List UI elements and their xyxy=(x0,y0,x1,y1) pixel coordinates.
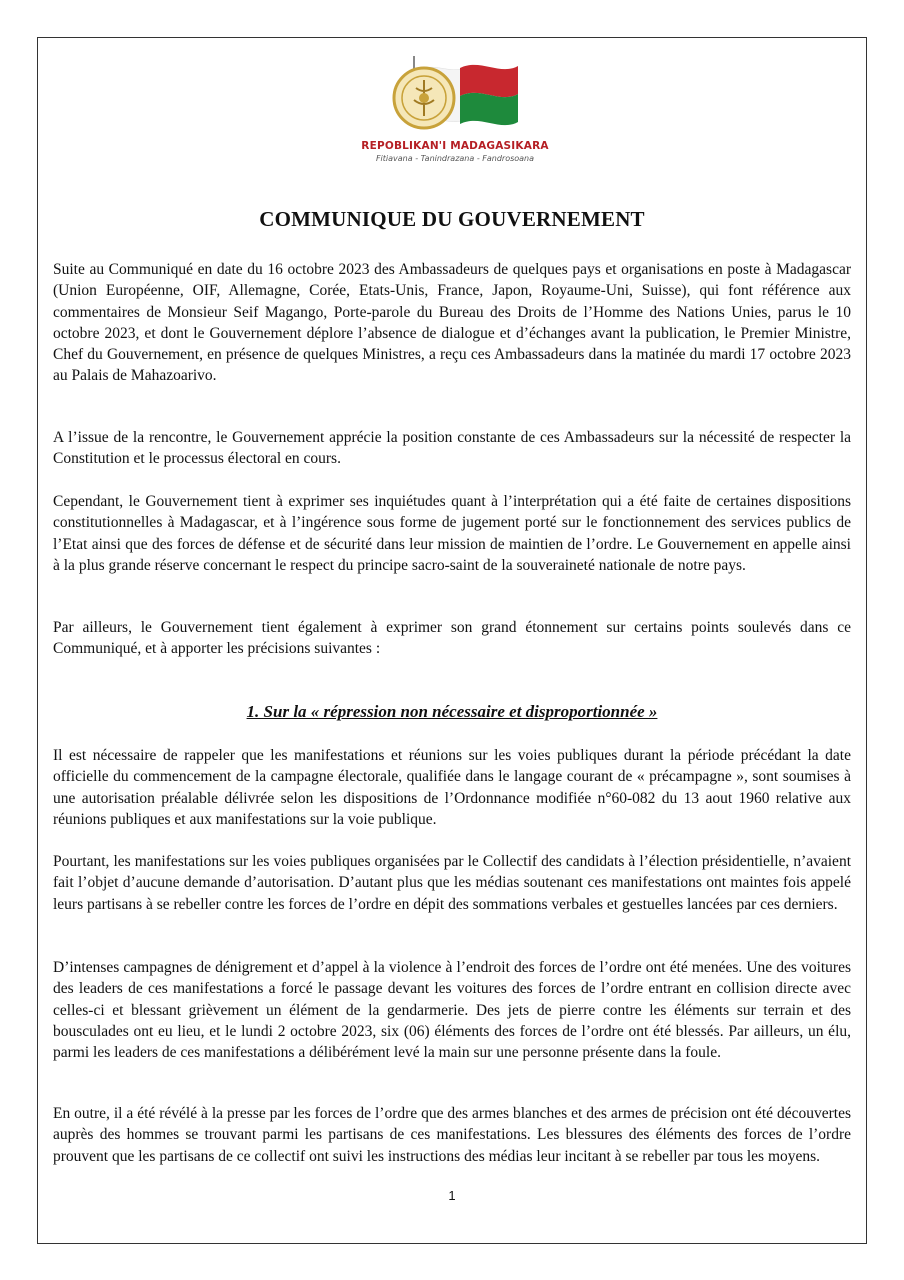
government-logo xyxy=(340,48,570,168)
section-paragraph-3: D’intenses campagnes de dénigrement et d’appel à la violence à l’endroit des forces de l’ordre ont été menées. Une des voitures des leaders de ces manifestations a forcé le passage devant les voitures des forces de l’ordre entrant en collision directe avec celles-ci et blessant grièvement un élément de la gendarmerie. Des jets de pierre contre les éléments sur terrain et des bousculades ont eu lieu, et le lundi 2 octobre 2023, six (06) éléments des forces de l’ordre ont été blessés. Par ailleurs, un élu, parmi les leaders de ces manifestations a délibérément levé la main sur une personne présente dans la foule. xyxy=(53,959,851,1062)
section-paragraph-1: Il est nécessaire de rappeler que les manifestations et réunions sur les voies publiques durant la période précédant la date officielle du commencement de la campagne électorale, qualifiée dans le langage courant de « précampagne », sont soumises à une autorisation préalable délivrée selon les dispositions de l’Ordonnance modifiée n°60-082 du 13 aout 1960 relative aux réunions publiques et aux manifestations sur la voie publique. xyxy=(53,747,851,828)
brand-text: REPOBLIKAN'I MADAGASIKARA xyxy=(361,140,549,152)
paragraph-par-ailleurs: Par ailleurs, le Gouvernement tient également à exprimer son grand étonnement sur certains points soulevés dans ce Communiqué, et à apporter les précisions suivantes : xyxy=(53,619,851,658)
page-title: COMMUNIQUE DU GOUVERNEMENT xyxy=(259,207,645,231)
section-paragraph-2: Pourtant, les manifestations sur les voies publiques organisées par le Collectif des candidats à l’élection présidentielle, n’avaient fait l’objet d’aucune demande d’autorisation. D’autant plus que les médias soutenant ces manifestations ont maintes fois appelé leurs partisans à se rebeller contre les forces de l’ordre en dépit des sommations verbales et gestuelles lancées par ces derniers. xyxy=(53,853,851,913)
paragraph-cependant: Cependant, le Gouvernement tient à exprimer ses inquiétudes quant à l’interprétation qui a été faite de certaines dispositions constitutionnelles à Madagascar, et à l’ingérence sous forme de jugement porté sur le fonctionnement des services publics de l’Etat ainsi que des forces de défense et de sécurité dans leur mission de maintien de l’ordre. Le Gouvernement en appelle ainsi à la plus grande réserve concernant le respect du principe sacro-saint de la souveraineté nationale de notre pays. xyxy=(53,493,851,574)
paragraph-intro: Suite au Communiqué en date du 16 octobre 2023 des Ambassadeurs de quelques pays et organisations en poste à Madagascar (Union Européenne, OIF, Allemagne, Corée, Etats-Unis, France, Japon, Royaume-Uni, Suisse), qui font référence aux commentaires de Monsieur Seif Magango, Porte-parole du Bureau des Droits de l’Homme des Nations Unies, parus le 10 octobre 2023, et dont le Gouvernement déplore l’absence de dialogue et d’échanges avant la publication, le Premier Ministre, Chef du Gouvernement, en présence de quelques Ministres, a reçu ces Ambassadeurs dans la matinée du mardi 17 octobre 2023 au Palais de Mahazoarivo. xyxy=(53,261,851,385)
section-heading: 1. Sur la « répression non nécessaire et disproportionnée » xyxy=(246,702,658,721)
page-number: 1 xyxy=(448,1188,456,1203)
paragraph-rencontre: A l’issue de la rencontre, le Gouvernement apprécie la position constante de ces Ambassadeurs sur la nécessité de respecter la Constitution et le processus électoral en cours. xyxy=(53,429,851,468)
madagascar-seal-flag-icon xyxy=(340,48,570,140)
section-paragraph-4: En outre, il a été révélé à la presse par les forces de l’ordre que des armes blanches et des armes de précision ont été découvertes auprès des hommes se trouvant parmi les partisans de ces manifestations. Les blessures des éléments des forces de l’ordre prouvent que les partisans de ce collectif ont suivi les instructions des médias leur incitant à se rebeller par tous les moyens. xyxy=(53,1105,851,1165)
motto-text: Fitiavana - Tanindrazana - Fandrosoana xyxy=(375,154,535,163)
